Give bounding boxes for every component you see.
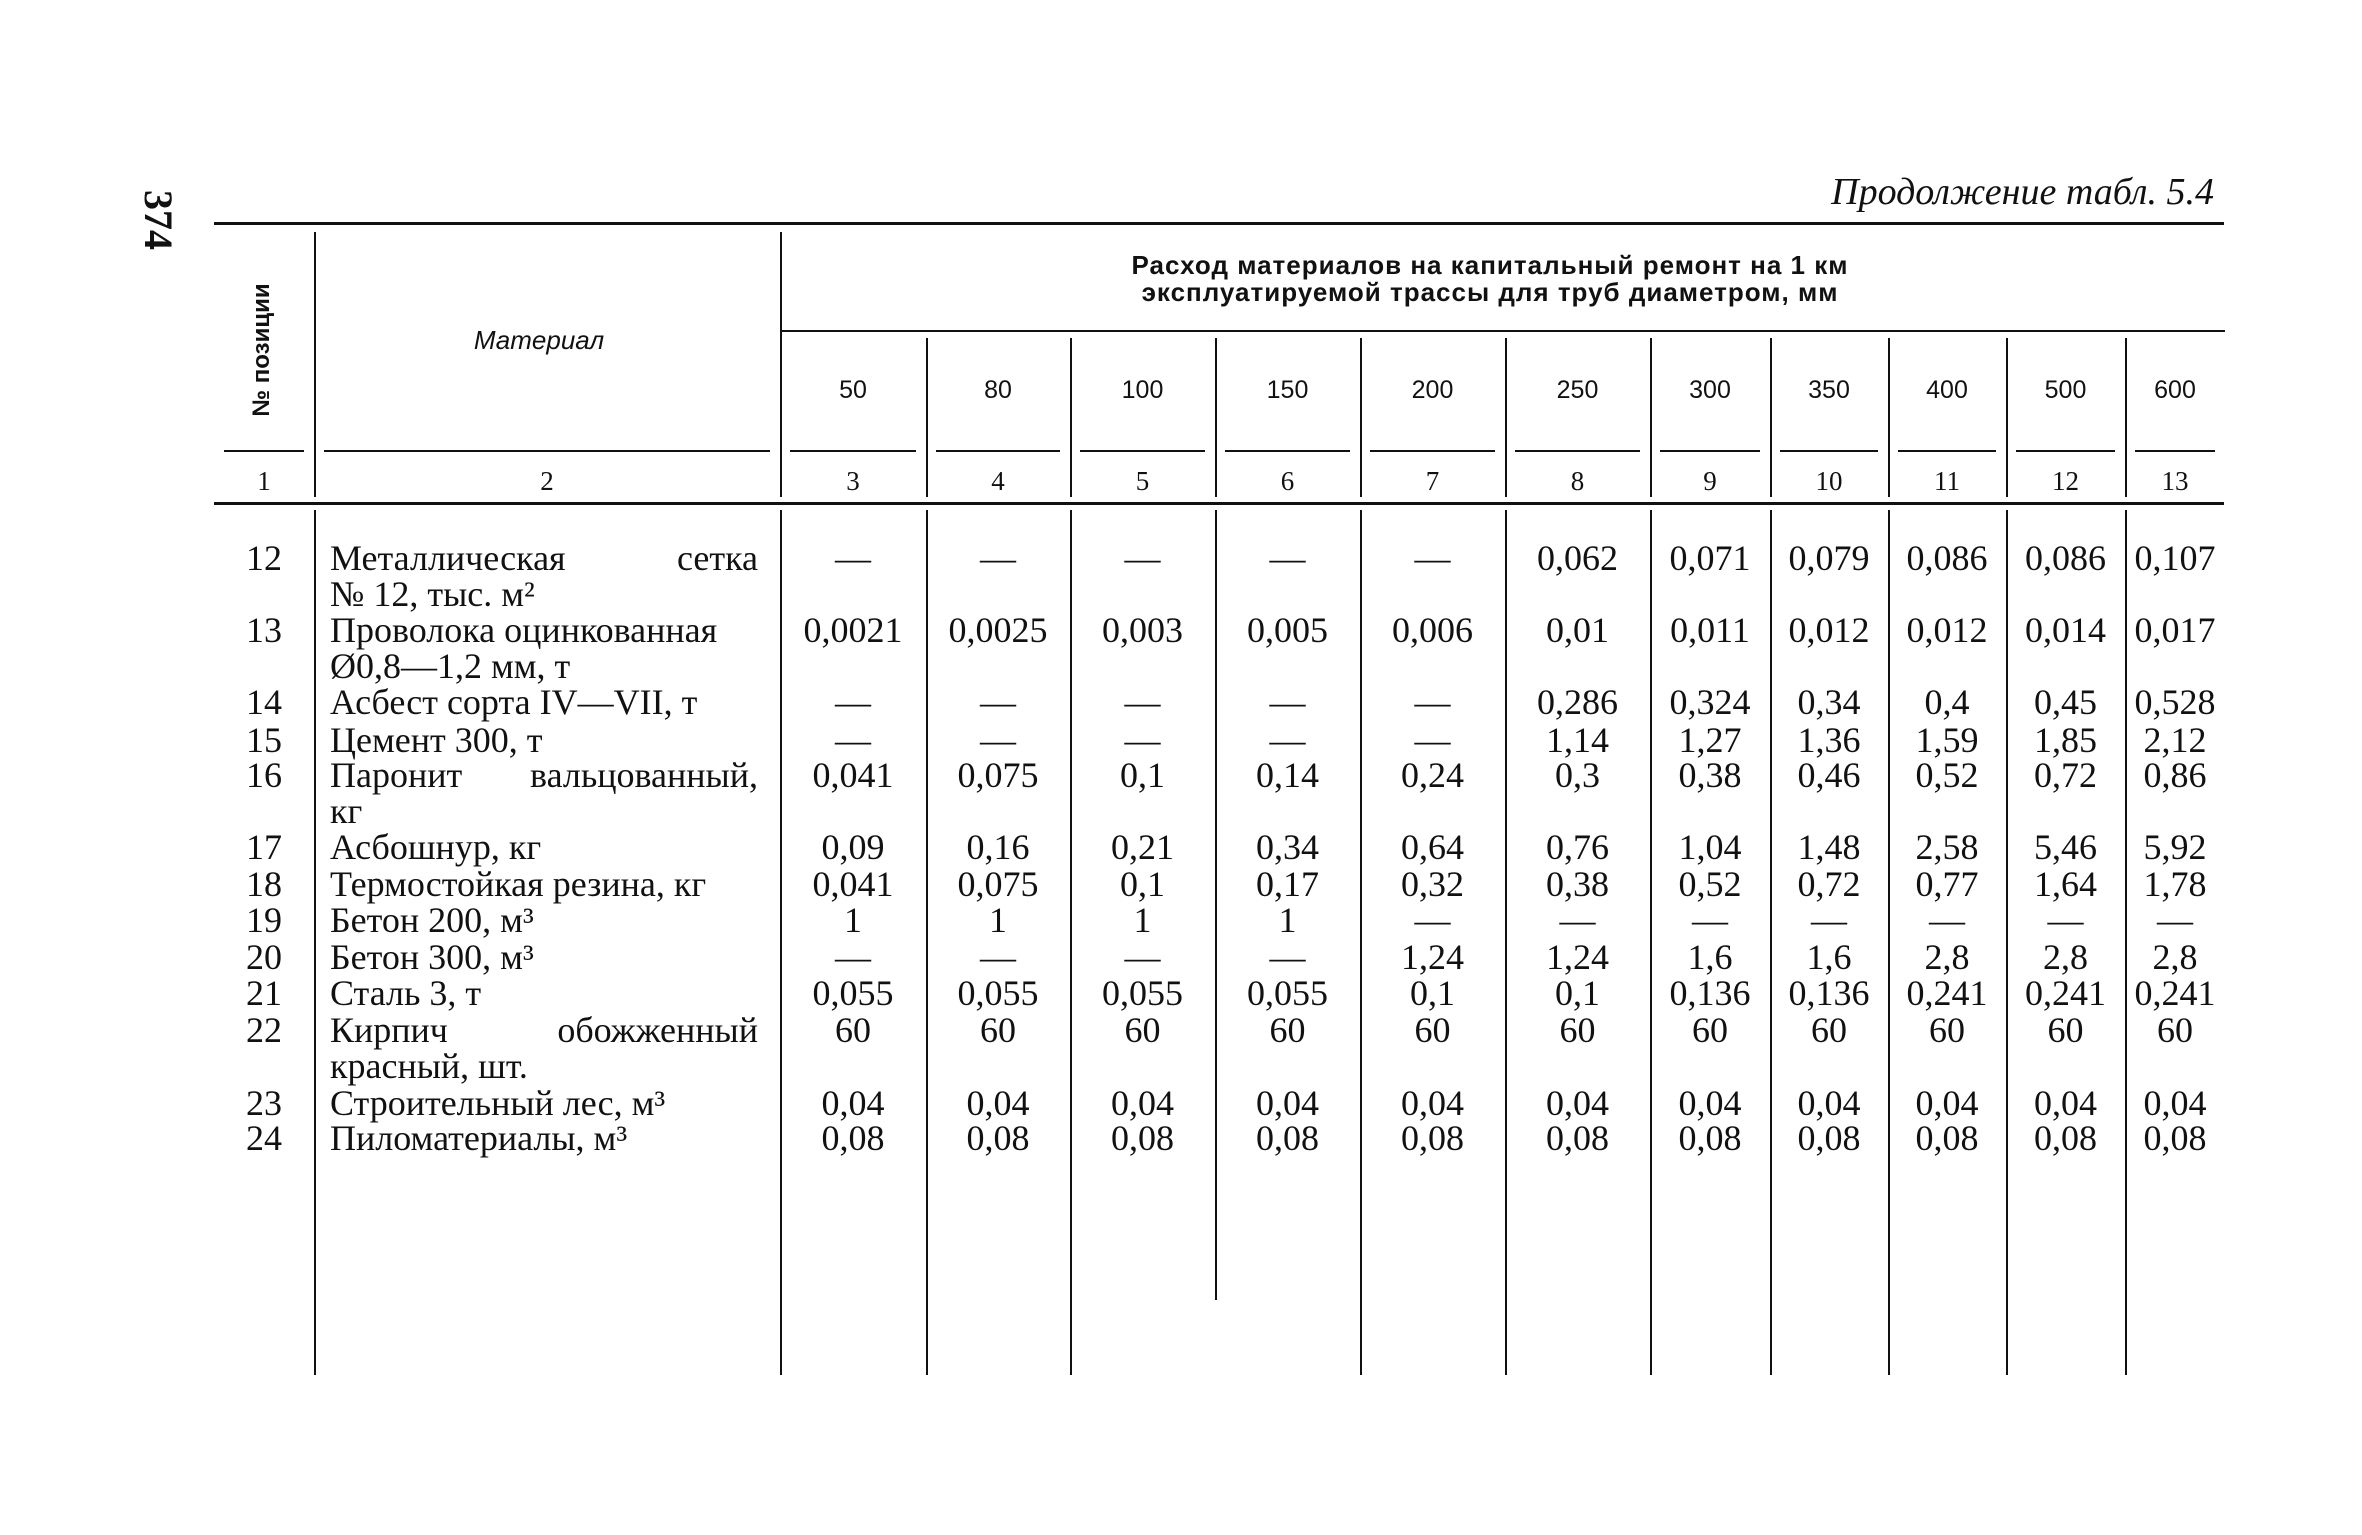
header-underline (1080, 450, 1205, 452)
column-number: 2 (540, 466, 554, 496)
value-cell: 0,241 (2025, 973, 2106, 1013)
value-cell: 0,079 (1788, 538, 1870, 578)
material-word: Паронит (330, 755, 463, 795)
value-cell: 0,136 (1669, 973, 1751, 1013)
value-cell: — (2157, 900, 2193, 940)
value-cell: 0,86 (2143, 755, 2207, 795)
table-caption: Продолжение табл. 5.4 (1831, 171, 2214, 213)
position-number: 13 (246, 610, 282, 650)
position-number: 14 (246, 682, 282, 722)
value-cell: 0,1 (1120, 755, 1165, 795)
value-cell: 60 (1269, 1010, 1306, 1050)
value-cell: 0,08 (1678, 1118, 1742, 1158)
column-number-rule (214, 502, 2224, 505)
value-cell: 2,8 (2043, 937, 2088, 977)
header-underline (324, 450, 770, 452)
value-cell: 0,04 (2034, 1083, 2097, 1123)
value-cell: 0,24 (1401, 755, 1464, 795)
material-header: Материал (473, 325, 605, 355)
position-header (222, 255, 302, 445)
value-cell: 1,24 (1401, 937, 1464, 977)
column-number: 7 (1425, 466, 1440, 496)
value-cell: 0,14 (1256, 755, 1319, 795)
material-name (330, 975, 758, 1011)
material-name (330, 722, 758, 758)
value-cell: — (980, 538, 1016, 578)
value-cell: — (1929, 900, 1965, 940)
column-divider (780, 232, 782, 497)
value-cell: — (1269, 720, 1306, 760)
value-cell: 0,38 (1546, 864, 1609, 904)
value-cell: 0,086 (2025, 538, 2106, 578)
page-number: 374 (136, 190, 181, 250)
position-number: 24 (246, 1118, 282, 1158)
diameter-label: 250 (1556, 376, 1599, 404)
value-cell: 0,34 (1797, 682, 1861, 722)
value-cell: 0,08 (821, 1118, 885, 1158)
column-number: 8 (1570, 466, 1585, 496)
value-cell: 0,4 (1924, 682, 1970, 722)
diameter-label: 600 (2154, 376, 2196, 404)
header-underline (2016, 450, 2115, 452)
value-cell: 0,08 (1256, 1118, 1319, 1158)
value-cell: 60 (980, 1010, 1016, 1050)
value-cell: 0,64 (1401, 827, 1464, 867)
material-word: Асбошнур, кг (330, 827, 542, 867)
value-cell: 0,324 (1669, 682, 1751, 722)
value-cell: — (1414, 538, 1451, 578)
material-word: Термостойкая резина, кг (330, 864, 707, 904)
value-cell: 0,241 (1906, 973, 1988, 1013)
value-cell: — (1692, 900, 1728, 940)
value-cell: 0,003 (1102, 610, 1183, 650)
diameter-label: 50 (839, 376, 867, 404)
header-underline (936, 450, 1060, 452)
value-cell: — (835, 538, 871, 578)
position-number: 12 (246, 538, 282, 578)
value-cell: 0,041 (812, 755, 894, 795)
value-cell: — (1269, 937, 1306, 977)
material-word: Ø0,8—1,2 мм, т (330, 646, 571, 686)
header-underline (1780, 450, 1878, 452)
value-cell: 0,04 (966, 1083, 1030, 1123)
position-number: 16 (246, 755, 282, 795)
value-cell: 0,08 (2143, 1118, 2207, 1158)
material-word: Цемент 300, т (330, 720, 543, 760)
column-number: 10 (1815, 466, 1843, 496)
diameter-label: 300 (1689, 376, 1731, 404)
value-cell: 0,04 (1401, 1083, 1464, 1123)
diameter-label: 500 (2044, 376, 2087, 404)
value-cell: 0,52 (1678, 864, 1742, 904)
value-cell: 0,086 (1906, 538, 1988, 578)
column-divider (314, 510, 316, 1375)
value-cell: 0,04 (1546, 1083, 1609, 1123)
value-cell: 0,04 (821, 1083, 885, 1123)
material-word: Асбест сорта IV—VII, т (330, 682, 698, 722)
value-cell: 60 (2047, 1010, 2084, 1050)
value-cell: 0,055 (957, 973, 1039, 1013)
value-cell: — (1269, 682, 1306, 722)
value-cell: 0,52 (1915, 755, 1979, 795)
value-cell: 1 (1278, 900, 1297, 940)
value-cell: 1,36 (1797, 720, 1861, 760)
value-cell: — (1414, 682, 1451, 722)
column-number: 5 (1135, 466, 1150, 496)
value-cell: 0,136 (1788, 973, 1870, 1013)
position-number: 21 (246, 973, 282, 1013)
value-cell: 0,46 (1797, 755, 1861, 795)
column-divider (314, 232, 316, 497)
value-cell: 0,241 (2134, 973, 2216, 1013)
value-cell: 60 (835, 1010, 871, 1050)
column-number: 6 (1280, 466, 1295, 496)
value-cell: — (1124, 538, 1161, 578)
value-cell: 0,16 (966, 827, 1030, 867)
position-number: 15 (246, 720, 282, 760)
value-cell: 0,08 (1111, 1118, 1174, 1158)
material-name (330, 902, 758, 938)
column-number: 3 (846, 466, 860, 496)
header-underline (1660, 450, 1760, 452)
value-cell: 1 (1133, 900, 1152, 940)
material-name (330, 1048, 758, 1084)
value-cell: 0,075 (957, 864, 1039, 904)
value-cell: 2,58 (1915, 827, 1979, 867)
value-cell: 60 (1414, 1010, 1451, 1050)
value-cell: 60 (1929, 1010, 1965, 1050)
material-name (330, 684, 758, 720)
diameter-label: 350 (1808, 376, 1850, 404)
value-cell: 0,32 (1401, 864, 1464, 904)
value-cell: 2,8 (1924, 937, 1970, 977)
value-cell: 0,34 (1256, 827, 1319, 867)
value-cell: 0,17 (1256, 864, 1319, 904)
value-cell: 1,85 (2034, 720, 2097, 760)
value-cell: 0,006 (1392, 610, 1473, 650)
diameter-label: 200 (1411, 376, 1454, 404)
value-cell: 0,04 (1678, 1083, 1742, 1123)
value-cell: 1,6 (1806, 937, 1852, 977)
position-number: 22 (246, 1010, 282, 1050)
value-cell: 0,014 (2025, 610, 2106, 650)
value-cell: 0,72 (1797, 864, 1861, 904)
material-word: сетка (676, 538, 758, 578)
header-underline (1898, 450, 1996, 452)
group-header-line1: Расход материалов на капитальный ремонт на 1 км (1131, 250, 1849, 280)
value-cell: — (835, 682, 871, 722)
value-cell: 2,12 (2143, 720, 2207, 760)
value-cell: 0,08 (1546, 1118, 1609, 1158)
material-name (330, 1085, 758, 1121)
material-word: обожженный (557, 1010, 758, 1050)
value-cell: 0,071 (1669, 538, 1751, 578)
value-cell: 60 (1559, 1010, 1596, 1050)
value-cell: — (835, 720, 871, 760)
value-cell: 0,08 (966, 1118, 1030, 1158)
position-number: 18 (246, 864, 282, 904)
value-cell: 0,45 (2034, 682, 2097, 722)
header-underline (2135, 450, 2215, 452)
value-cell: 60 (1692, 1010, 1728, 1050)
value-cell: 0,041 (812, 864, 894, 904)
value-cell: 1,04 (1678, 827, 1742, 867)
value-cell: 0,055 (1102, 973, 1183, 1013)
material-name (330, 793, 758, 829)
value-cell: 0,3 (1555, 755, 1600, 795)
value-cell: 0,012 (1788, 610, 1870, 650)
value-cell: 0,08 (1915, 1118, 1979, 1158)
material-name (330, 540, 758, 576)
value-cell: 5,46 (2034, 827, 2097, 867)
header-underline (1225, 450, 1350, 452)
value-cell: 0,09 (821, 827, 885, 867)
value-cell: 1,24 (1546, 937, 1609, 977)
top-rule (214, 222, 2224, 225)
value-cell: 0,0021 (803, 610, 903, 650)
header-underline (1370, 450, 1495, 452)
value-cell: — (835, 937, 871, 977)
value-cell: 1,78 (2143, 864, 2207, 904)
group-header-rule (780, 330, 2225, 332)
value-cell: 1 (989, 900, 1007, 940)
group-header-line2: эксплуатируемой трассы для труб диаметром, мм (1141, 277, 1839, 307)
diameter-label: 100 (1121, 376, 1164, 404)
value-cell: 0,0025 (948, 610, 1048, 650)
value-cell: 0,062 (1537, 538, 1618, 578)
material-name (330, 757, 758, 793)
value-cell: 1,6 (1687, 937, 1733, 977)
material-name (330, 576, 758, 612)
header-underline (224, 450, 304, 452)
value-cell: 0,286 (1537, 682, 1618, 722)
column-number: 13 (2161, 466, 2189, 496)
value-cell: 60 (1811, 1010, 1847, 1050)
value-cell: 0,77 (1915, 864, 1979, 904)
column-number: 1 (257, 466, 271, 496)
column-number: 11 (1934, 466, 1960, 496)
value-cell: 1,48 (1797, 827, 1861, 867)
position-header-label: № позиции (248, 283, 275, 417)
value-cell: 60 (2157, 1010, 2193, 1050)
value-cell: 0,72 (2034, 755, 2097, 795)
value-cell: 0,017 (2134, 610, 2216, 650)
material-word: Бетон 200, м³ (330, 900, 534, 940)
value-cell: 1,59 (1915, 720, 1979, 760)
material-word: № 12, тыс. м² (330, 574, 535, 614)
value-cell: 1,27 (1678, 720, 1742, 760)
material-word: Металлическая (330, 538, 566, 578)
value-cell: 0,21 (1111, 827, 1174, 867)
value-cell: 0,08 (1401, 1118, 1464, 1158)
value-cell: 0,08 (2034, 1118, 2097, 1158)
value-cell: — (1414, 720, 1451, 760)
header-underline (790, 450, 916, 452)
material-word: Бетон 300, м³ (330, 937, 534, 977)
value-cell: — (2047, 900, 2084, 940)
value-cell: 0,04 (1915, 1083, 1979, 1123)
position-number: 23 (246, 1083, 282, 1123)
column-number: 4 (991, 466, 1005, 496)
position-number: 20 (246, 937, 282, 977)
material-name (330, 829, 758, 865)
material-name (330, 866, 758, 902)
column-number: 12 (2052, 466, 2079, 496)
value-cell: — (1124, 720, 1161, 760)
value-cell: 2,8 (2152, 937, 2198, 977)
header-underline (1515, 450, 1640, 452)
value-cell: 0,04 (1111, 1083, 1174, 1123)
diameter-label: 80 (984, 376, 1012, 404)
material-name (330, 648, 758, 684)
value-cell: 0,005 (1247, 610, 1328, 650)
material-word: Строительный лес, м³ (330, 1083, 666, 1123)
material-name (330, 612, 758, 648)
value-cell: 0,04 (1797, 1083, 1861, 1123)
material-name (330, 1012, 758, 1048)
value-cell: 0,38 (1678, 755, 1742, 795)
value-cell: 1,14 (1546, 720, 1609, 760)
value-cell: 0,1 (1120, 864, 1165, 904)
value-cell: — (1124, 937, 1161, 977)
value-cell: 0,01 (1546, 610, 1609, 650)
value-cell: — (1124, 682, 1161, 722)
value-cell: 1,64 (2034, 864, 2097, 904)
value-cell: 0,04 (1256, 1083, 1319, 1123)
value-cell: 1 (844, 900, 862, 940)
value-cell: 0,075 (957, 755, 1039, 795)
material-word: Пиломатериалы, м³ (330, 1118, 628, 1158)
value-cell: 0,011 (1670, 610, 1750, 650)
material-word: кг (330, 791, 363, 831)
diameter-label: 150 (1266, 376, 1309, 404)
value-cell: 0,76 (1546, 827, 1609, 867)
value-cell: — (980, 682, 1016, 722)
consumption-group-header (780, 252, 2200, 306)
value-cell: — (1414, 900, 1451, 940)
column-number: 9 (1703, 466, 1717, 496)
value-cell: — (1811, 900, 1847, 940)
value-cell: 5,92 (2143, 827, 2207, 867)
material-name (330, 1120, 758, 1156)
value-cell: — (980, 937, 1016, 977)
material-name (330, 939, 758, 975)
value-cell: 0,1 (1410, 973, 1455, 1013)
position-number: 19 (246, 900, 282, 940)
value-cell: 0,107 (2134, 538, 2216, 578)
value-cell: 0,055 (812, 973, 894, 1013)
value-cell: 0,012 (1906, 610, 1988, 650)
value-cell: 0,1 (1555, 973, 1600, 1013)
value-cell: 0,055 (1247, 973, 1328, 1013)
value-cell: 0,08 (1797, 1118, 1861, 1158)
value-cell: — (1269, 538, 1306, 578)
material-word: вальцованный, (530, 755, 758, 795)
value-cell: — (1559, 900, 1596, 940)
value-cell: 0,04 (2143, 1083, 2207, 1123)
value-cell: — (980, 720, 1016, 760)
material-word: Сталь 3, т (330, 973, 482, 1013)
material-word: Проволока оцинкованная (330, 610, 718, 650)
value-cell: 0,528 (2134, 682, 2216, 722)
material-word: красный, шт. (330, 1046, 528, 1086)
diameter-label: 400 (1926, 376, 1968, 404)
value-cell: 60 (1124, 1010, 1161, 1050)
position-number: 17 (246, 827, 282, 867)
material-word: Кирпич (330, 1010, 448, 1050)
